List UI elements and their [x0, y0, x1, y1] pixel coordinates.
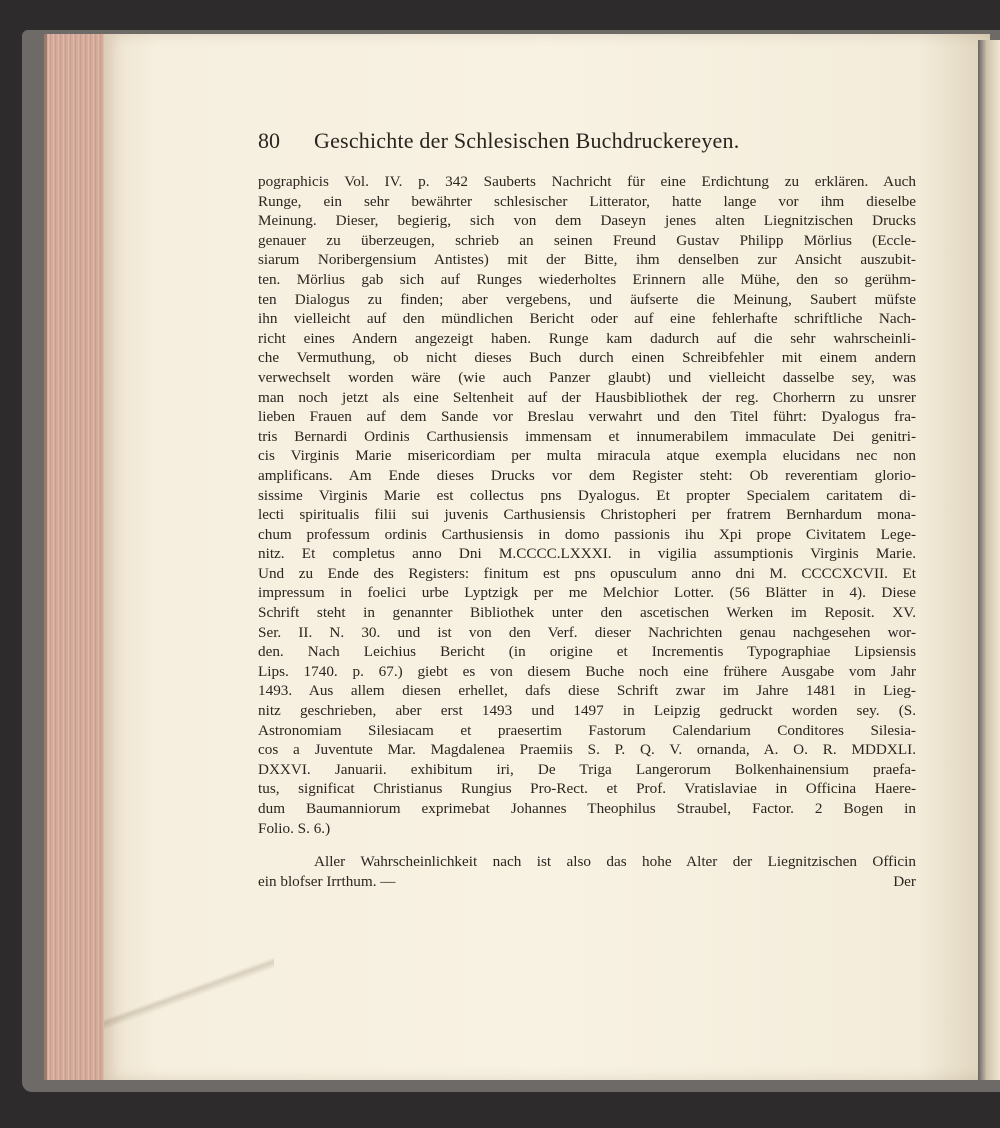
paragraph-1 [258, 172, 916, 838]
text-line: 1493. Aus allem diesen erhellet, dafs diese Schrift zwar im Jahre 1481 in Lieg- [258, 682, 916, 700]
text-line: tus, significat Christianus Rungius Pro-Rect. et Prof. Vratislaviae in Officina Haere- [258, 780, 916, 798]
text-line: nitz. Et completus anno Dni M.CCCC.LXXXI. in vigilia assumptionis Virginis Marie. [258, 545, 916, 563]
text-line: Aller Wahrscheinlichkeit nach ist also das hohe Alter der Liegnitzischen Officin [314, 853, 916, 871]
facing-page-edge [978, 40, 1000, 1080]
text-line: cos a Juventute Mar. Magdalenea Praemiis S. P. Q. V. ornanda, A. O. R. MDDXLI. [258, 741, 916, 759]
catchword: Der [893, 872, 916, 890]
running-head: Geschichte der Schlesischen Buchdruckereyen. [314, 128, 740, 153]
text-line: cis Virginis Marie misericordiam per multa miracula atque exempla elucidans nec non [258, 447, 916, 465]
paragraph-gap [258, 838, 916, 852]
text-line: den. Nach Leichius Bericht (in origine et Incrementis Typographiae Lipsiensis [258, 643, 916, 661]
text-line: Lips. 1740. p. 67.) giebt es von diesem Buche noch eine frühere Ausgabe vom Jahr [258, 662, 916, 680]
text-line: nitz geschrieben, aber erst 1493 und 1497 in Leipzig gedruckt worden sey. (S. [258, 702, 916, 720]
text-line: che Vermuthung, ob nicht dieses Buch durch einen Schreibfehler mit einem andern [258, 349, 916, 367]
page-body [258, 172, 916, 891]
text-line: Folio. S. 6.) [258, 819, 331, 837]
text-line: Meinung. Dieser, begierig, sich von dem Daseyn jenes alten Liegnitzischen Drucks [258, 212, 916, 230]
text-line: chum professum ordinis Carthusiensis in domo passionis ihu Xpi prope Civitatem Lege- [258, 525, 916, 543]
text-line: pographicis Vol. IV. p. 342 Sauberts Nachricht für eine Erdichtung zu erklären. Auch [258, 173, 916, 190]
text-line: lieben Frauen auf dem Sande vor Breslau verwahrt und den Titel führt: Dyalogus fra- [258, 408, 916, 426]
text-line: DXXVI. Januarii. exhibitum iri, De Triga Langerorum Bolkenhainensium praefa- [258, 760, 916, 778]
text-line: tris Bernardi Ordinis Carthusiensis immensam et innumerabilem immaculate Dei genitri- [258, 427, 916, 445]
text-line: Ser. II. N. 30. und ist von den Verf. dieser Nachrichten genau nachgesehen wor- [258, 623, 916, 641]
text-line: Runge, ein sehr bewährter schlesischer Litterator, hatte lange vor ihm dieselbe [258, 192, 916, 210]
text-line: sissime Virginis Marie est collectus pns Dyalogus. Et propter Specialem caritatem di- [258, 486, 916, 504]
text-line: Und zu Ende des Registers: finitum est pns opusculum anno dni M. CCCCXCVII. Et [258, 564, 916, 582]
text-line: ten. Mörlius gab sich auf Runges wiederholtes Erinnern alle Mühe, den so gerühm- [258, 270, 916, 288]
text-line: man noch jetzt als eine Seltenheit auf der Hausbibliothek der reg. Chorherrn zu unsrer [258, 388, 916, 406]
text-line: genauer zu überzeugen, schrieb an seinen Freund Gustav Philipp Mörlius (Eccle- [258, 231, 916, 249]
text-line: impressum in foelici urbe Lyptzigk per me Melchior Lotter. (56 Blätter in 4). Diese [258, 584, 916, 602]
page-number: 80 [258, 128, 280, 153]
text-line: Schrift steht in genannter Bibliothek unter den ascetischen Werken im Reposit. XV. [258, 604, 916, 622]
page-header [258, 128, 818, 160]
text-line: dum Baumanniorum exprimebat Johannes Theophilus Straubel, Factor. 2 Bogen in [258, 800, 916, 817]
text-line: Astronomiam Silesiacam et praesertim Fastorum Calendarium Conditores Silesia- [258, 721, 916, 739]
text-line: verwechselt worden wäre (wie auch Panzer glaubt) und vielleicht dasselbe sey, was [258, 368, 916, 386]
text-line: ein blofser Irrthum. — Der [258, 872, 916, 890]
text-line: lecti spiritualis filii sui juvenis Carthusiensis Christopheri per fratrem Bernhardum mona- [258, 506, 916, 524]
page-edges [44, 34, 111, 1080]
text-line: richt eines Andern angezeigt haben. Runge kam dadurch auf die sehr wahrscheinli- [258, 329, 916, 347]
text-line: ihn vielleicht auf den mündlichen Bericht oder auf eine fehlerhafte schriftliche Nach- [258, 310, 916, 328]
text-line: amplificans. Am Ende dieses Drucks vor dem Register steht: Ob reverentiam glorio- [258, 466, 916, 484]
text-line: siarum Noribergensium Antistes) mit der Bitte, ihm denselben zur Ansicht auszubit- [258, 251, 916, 269]
paragraph-2 [258, 852, 916, 891]
text-line: ten Dialogus zu finden; aber vergebens, und äufserte die Meinung, Saubert müfste [258, 290, 916, 308]
